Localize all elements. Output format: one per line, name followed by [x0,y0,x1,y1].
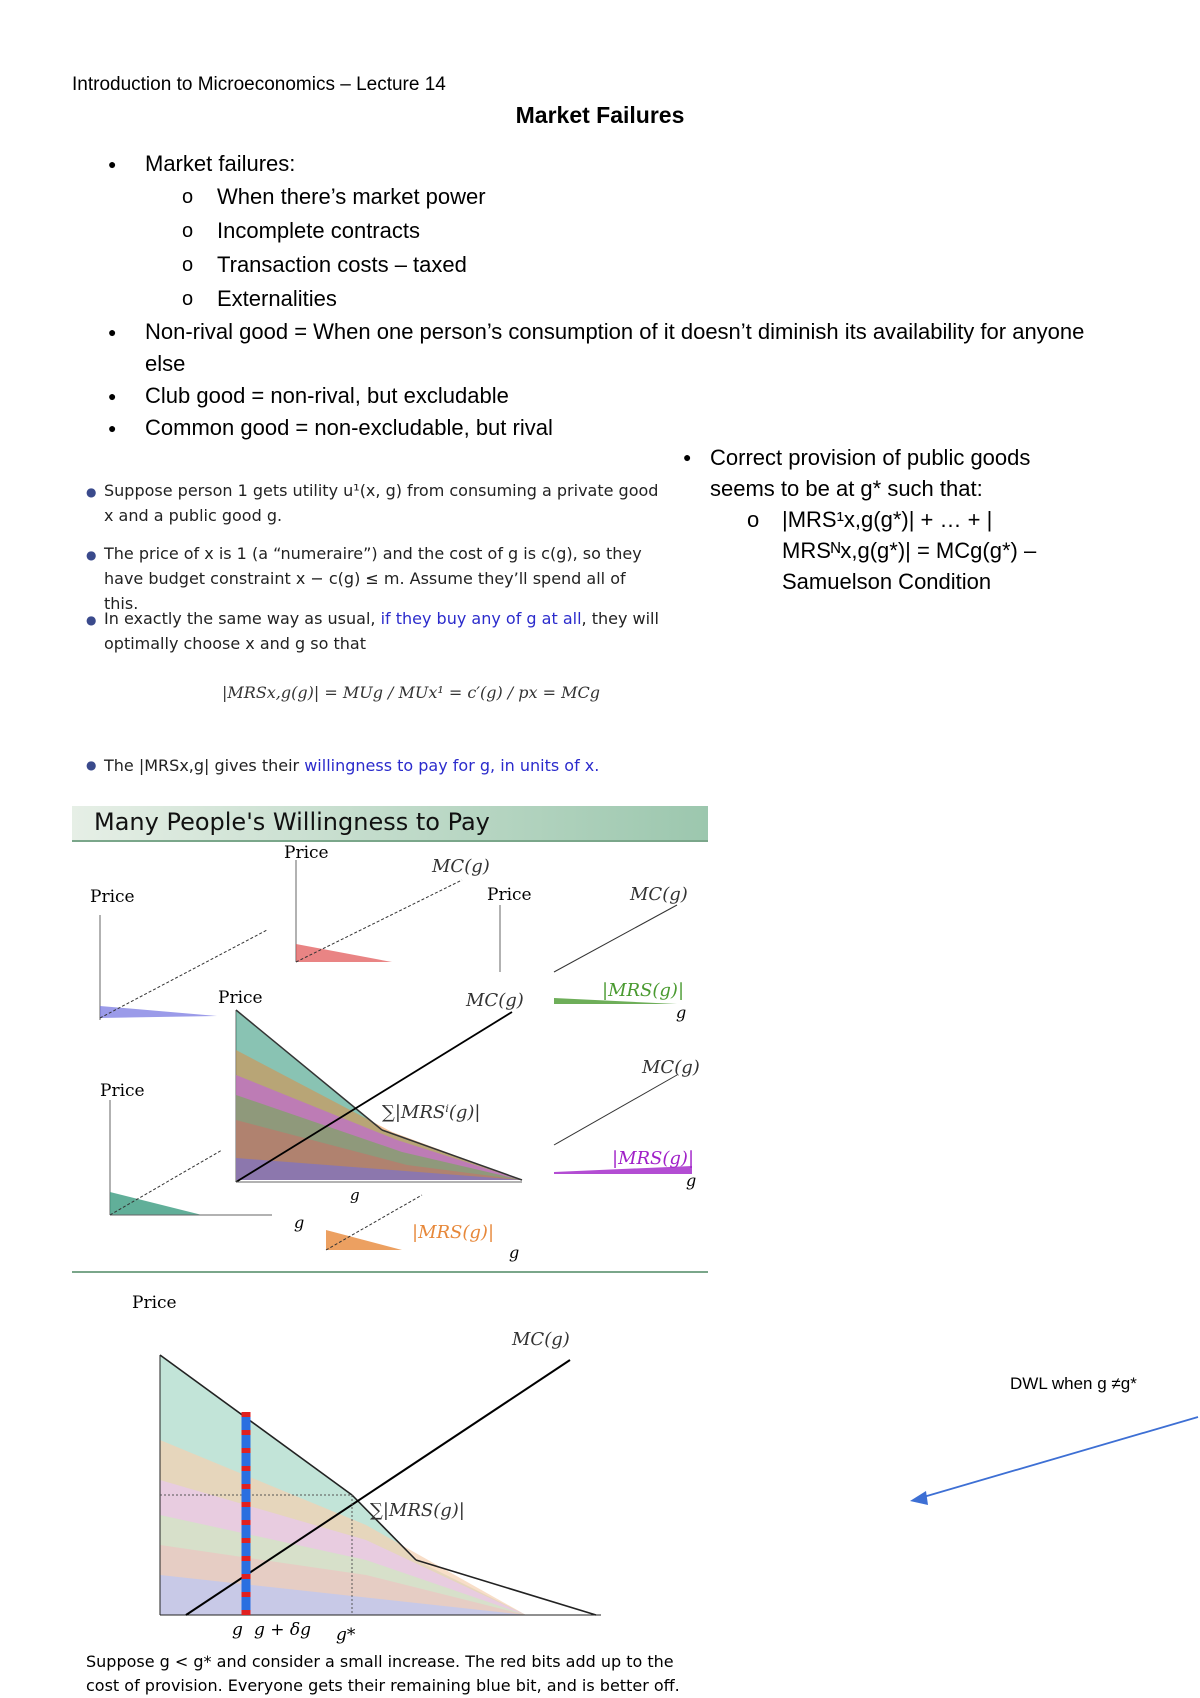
mc-label: MC(g) [432,856,490,877]
orange-mrs-area [326,1230,402,1250]
mc-line [296,880,462,962]
figure-caption: Suppose g < g* and consider a small increase. The red bits add up to the cost of provision. Everyone gets their remaining blue bit, and is better off. [86,1652,680,1695]
sub-bullet: o Transaction costs – taxed [145,248,1120,282]
blue-mrs-area [100,1006,217,1018]
page-title: Market Failures [515,102,685,128]
mrs-label: |MRS(g)| [412,1222,495,1243]
figure-banner: Many People's Willingness to Pay [72,806,708,842]
samuelson-figure [86,1290,706,1650]
samuelson-note: ● Correct provision of public goods seems to be at g* such that: o |MRS¹x,g(g*)| + … + | MRSᴺx,g(g*)| = MCg(g*) – Samuelson Condition [710,442,1080,597]
arrow-head-icon [910,1491,928,1505]
mc-label: MC(g) [630,884,688,905]
sum-mrs-label: ∑|MRSⁱ(g)| [382,1102,481,1123]
dwl-note: DWL when g ≠g* [1010,1374,1137,1393]
bullet-common-good: ● Common good = non-excludable, but rival [100,412,1120,444]
g-plus-tick: g + δg [254,1620,312,1640]
red-mrs-area [296,944,392,962]
bullet-club-good: ● Club good = non-rival, but excludable [100,380,1120,412]
mrs-label: |MRS(g)| [602,980,685,1001]
samuelson-condition: o |MRS¹x,g(g*)| + … + | MRSᴺx,g(g*)| = MCg(g*) – Samuelson Condition [747,507,1037,594]
slide-paragraph-4: ● The |MRSx,g| gives their willingness to pay for g, in units of x. [86,756,600,775]
bullet-market-failures: ● Market failures: o When there’s market power o Incomplete contracts o Transaction costs – taxed o Externalities [100,148,1120,316]
arrow-line [920,1417,1198,1498]
mc-line [326,1195,422,1250]
price-label: Price [284,843,329,863]
mc-label: MC(g) [512,1329,570,1350]
mc-label: MC(g) [642,1057,700,1078]
g-label: g [686,1171,697,1190]
price-label: Price [100,1081,145,1101]
g-star-tick: g* [336,1625,356,1645]
market-failure-list [145,180,1120,316]
g-label: g [350,1186,360,1204]
main-bullets [100,148,1120,444]
g-label: g [676,1003,687,1022]
sum-mrs-label: ∑|MRS(g)| [370,1500,465,1521]
willingness-to-pay-figure [72,840,712,1275]
price-label: Price [218,988,263,1008]
mc-label: MC(g) [466,990,524,1011]
mc-line [554,1075,677,1145]
teal-mrs-area [110,1192,202,1215]
g-label: g [509,1243,520,1262]
price-label: Price [132,1293,177,1313]
mrs-label: |MRS(g)| [612,1148,695,1169]
sub-bullet: o When there’s market power [145,180,1120,214]
slide-paragraph-1: ● Suppose person 1 gets utility u¹(x, g) from consuming a private good x and a public good g. [86,481,659,525]
dwl-arrow [900,1415,1200,1515]
lecture-header: Introduction to Microeconomics – Lecture 14 [72,74,446,95]
mc-line [110,1150,222,1215]
mc-line [554,905,677,972]
price-label: Price [487,885,532,905]
slide-paragraph-2: ● The price of x is 1 (a “numeraire”) and the cost of g is c(g), so they have budget constraint x − c(g) ≤ m. Assume they’ll spend all of this. [86,544,642,613]
mrs-equation: |MRSx,g(g)| = MUg / MUx¹ = c′(g) / px = MCg [222,683,600,702]
g-tick: g [232,1620,243,1640]
bullet-non-rival: ● Non-rival good = When one person’s consumption of it doesn’t diminish its availability for anyone else [100,316,1120,380]
sub-bullet: o Externalities [145,282,1120,316]
slide-paragraph-3: ● In exactly the same way as usual, if they buy any of g at all, they will optimally choose x and g so that [86,609,659,653]
g-label: g [294,1213,305,1232]
samuelson-intro: Correct provision of public goods seems to be at g* such that: [710,445,1031,501]
sub-bullet: o Incomplete contracts [145,214,1120,248]
price-label: Price [90,887,135,907]
